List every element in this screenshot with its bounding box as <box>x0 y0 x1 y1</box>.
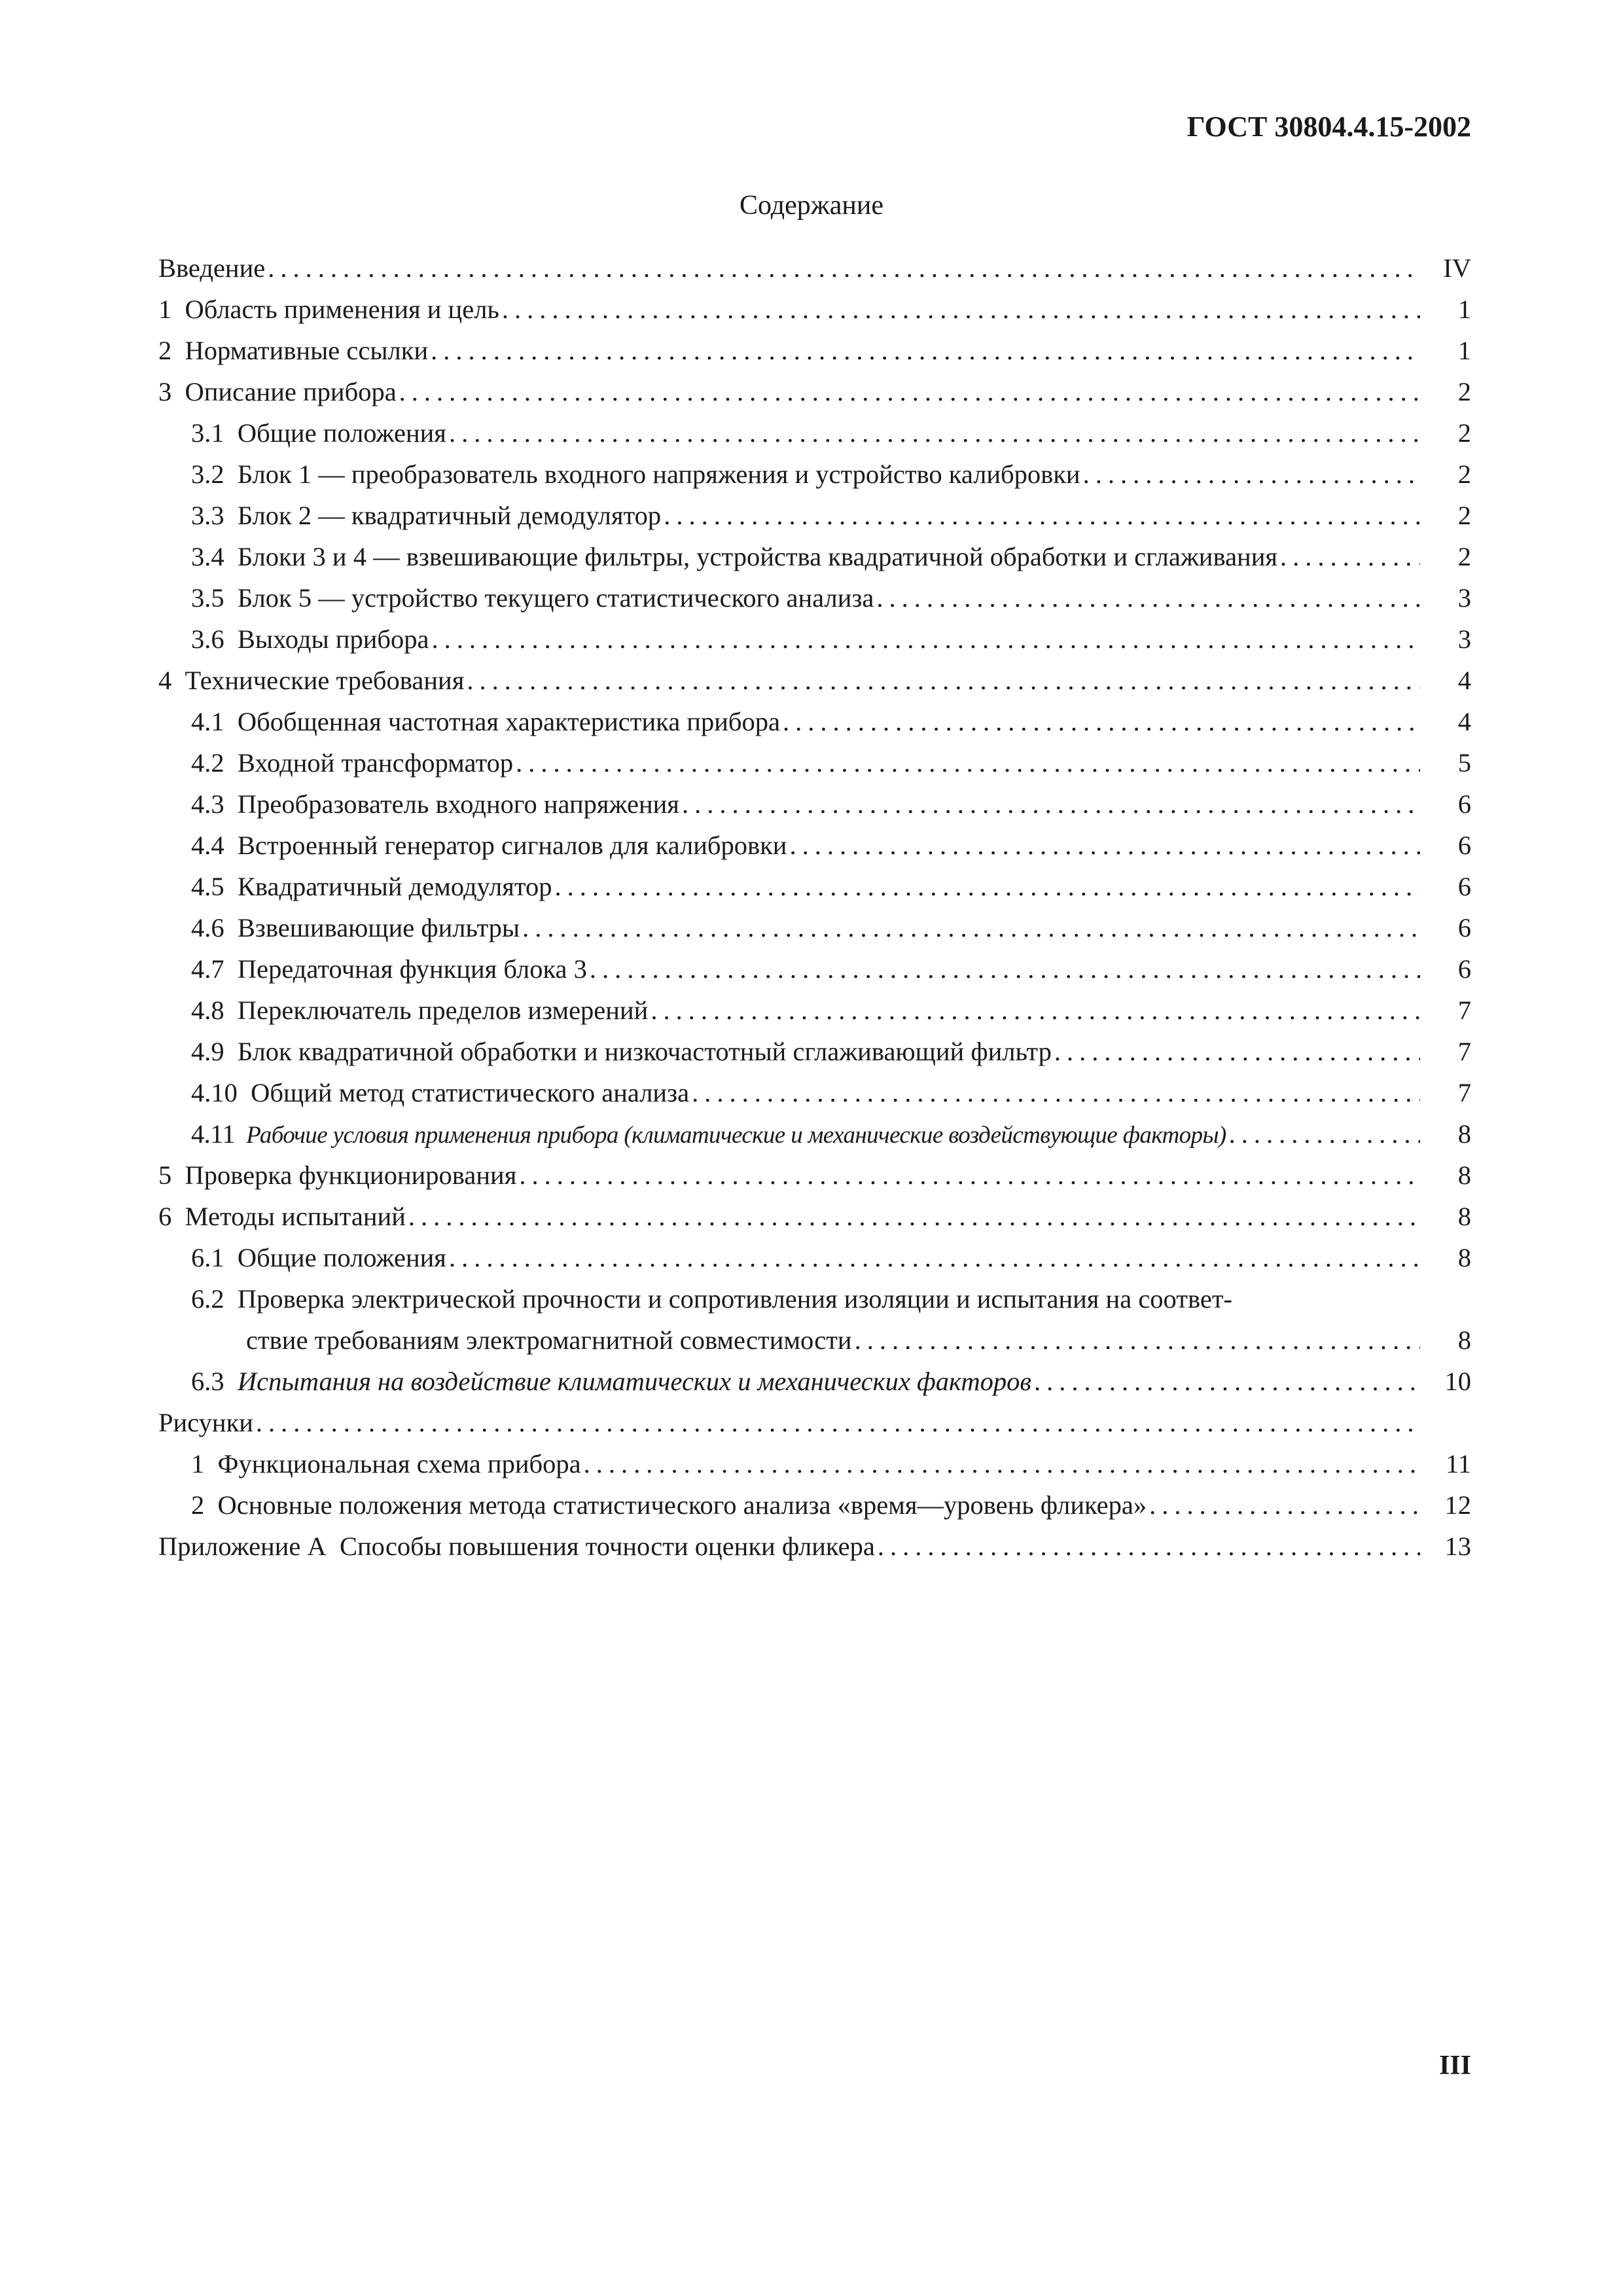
toc-entry-continuation[interactable] <box>158 1325 1471 1366</box>
toc-entry-number: 6.1 <box>191 1243 224 1272</box>
toc-entry-page: 3 <box>1457 583 1471 613</box>
toc-entry-label: Выходы прибора <box>237 624 429 654</box>
toc-entry-number: 1 <box>158 295 172 324</box>
toc-entry-page: 2 <box>1457 542 1471 571</box>
page-number: III <box>1438 2051 1471 2081</box>
toc-entry-number: 3.5 <box>191 583 224 613</box>
toc-entry-number: 6 <box>158 1202 172 1231</box>
toc-entry-label: Рисунки <box>158 1408 253 1437</box>
toc-entry-page: 10 <box>1444 1367 1471 1396</box>
toc-entry-page: 8 <box>1457 1243 1471 1272</box>
toc-leader-dots <box>876 583 1420 613</box>
toc-leader-dots <box>516 747 1420 778</box>
toc-entry-label: Взвешивающие фильтры <box>237 913 520 942</box>
toc-entry-label: Функциональная схема прибора <box>217 1449 581 1479</box>
toc-entry[interactable] <box>158 995 1471 1036</box>
toc-entry-page: 8 <box>1457 1160 1471 1190</box>
toc-entry[interactable] <box>158 624 1471 665</box>
toc-entry[interactable] <box>158 1531 1471 1572</box>
toc-entry[interactable] <box>158 830 1471 871</box>
toc-entry-label: Обобщенная частотная характеристика прибора <box>237 707 780 736</box>
toc-entry-page: 11 <box>1446 1449 1471 1479</box>
toc-leader-dots <box>1280 541 1420 572</box>
toc-entry[interactable] <box>158 376 1471 418</box>
toc-entry-number: 6.2 <box>191 1284 224 1314</box>
toc-entry-number: 4.1 <box>191 707 224 736</box>
table-of-contents <box>158 253 1471 1572</box>
toc-entry[interactable] <box>158 1077 1471 1119</box>
toc-entry[interactable] <box>158 335 1471 376</box>
toc-entry-label: Квадратичный демодулятор <box>237 872 552 901</box>
toc-leader-dots <box>399 376 1420 407</box>
toc-entry-page: 4 <box>1457 707 1471 736</box>
toc-entry[interactable] <box>158 706 1471 747</box>
toc-entry[interactable] <box>158 1201 1471 1242</box>
toc-leader-dots <box>467 665 1420 696</box>
toc-entry-page: 5 <box>1457 748 1471 778</box>
toc-entry-label: Блок 5 — устройство текущего статистического анализа <box>237 583 874 613</box>
toc-leader-dots <box>855 1325 1420 1355</box>
toc-entry-page: 8 <box>1457 1325 1471 1355</box>
toc-leader-dots <box>590 954 1420 984</box>
toc-entry[interactable] <box>158 912 1471 954</box>
toc-entry-label: Основные положения метода статистического анализа «время—уровень фликера» <box>217 1490 1147 1520</box>
toc-entry-label: Блок 2 — квадратичный демодулятор <box>237 501 662 530</box>
toc-entry-page: 6 <box>1457 913 1471 942</box>
toc-entry[interactable] <box>158 541 1471 583</box>
toc-entry-label: Область применения и цель <box>185 295 499 324</box>
toc-entry-label: Передаточная функция блока 3 <box>237 954 587 984</box>
toc-entry-number: 3.1 <box>191 418 224 448</box>
toc-leader-dots <box>789 830 1420 861</box>
toc-entry-number: 3 <box>158 377 172 406</box>
toc-leader-dots <box>1083 459 1420 490</box>
toc-entry-page: 3 <box>1457 624 1471 654</box>
toc-leader-dots <box>682 789 1420 819</box>
toc-entry[interactable] <box>158 1407 1471 1448</box>
toc-entry-label: Введение <box>158 253 266 283</box>
toc-entry-page: 4 <box>1457 666 1471 695</box>
toc-entry[interactable] <box>158 954 1471 995</box>
toc-entry-number: 2 <box>191 1490 205 1520</box>
toc-entry-number: 4.7 <box>191 954 224 984</box>
toc-entry-number: 4.2 <box>191 748 224 778</box>
toc-leader-dots <box>256 1407 1420 1438</box>
toc-entry[interactable] <box>158 253 1471 294</box>
toc-leader-dots <box>408 1201 1420 1232</box>
toc-entry-number: 4.9 <box>191 1037 224 1066</box>
toc-entry[interactable] <box>158 747 1471 789</box>
toc-entry[interactable] <box>158 1119 1471 1160</box>
toc-entry-number: 3.6 <box>191 624 224 654</box>
toc-entry[interactable] <box>158 871 1471 912</box>
toc-entry-page: 6 <box>1457 872 1471 901</box>
toc-entry-label: Методы испытаний <box>185 1202 406 1231</box>
toc-leader-dots <box>432 624 1420 655</box>
toc-entry[interactable] <box>158 789 1471 830</box>
toc-leader-dots <box>664 500 1420 531</box>
toc-entry-page: 8 <box>1457 1202 1471 1231</box>
toc-entry-number: 3.3 <box>191 501 224 530</box>
toc-leader-dots <box>502 294 1420 325</box>
toc-entry[interactable] <box>158 1036 1471 1077</box>
toc-entry-page: 6 <box>1457 954 1471 984</box>
toc-entry-label: Преобразователь входного напряжения <box>237 789 679 819</box>
toc-leader-dots <box>1034 1366 1420 1397</box>
toc-entry[interactable] <box>158 294 1471 335</box>
toc-entry-number: 2 <box>158 336 172 365</box>
toc-leader-dots <box>783 706 1420 737</box>
toc-leader-dots <box>449 418 1420 448</box>
toc-entry[interactable] <box>158 500 1471 541</box>
toc-entry-label: Общий метод статистического анализа <box>251 1078 690 1107</box>
toc-entry-number: 4.3 <box>191 789 224 819</box>
toc-leader-dots <box>519 1160 1420 1191</box>
toc-leader-dots <box>692 1077 1420 1108</box>
toc-leader-dots <box>878 1531 1420 1562</box>
toc-leader-dots <box>522 912 1420 943</box>
toc-entry-label: Нормативные ссылки <box>185 336 429 365</box>
toc-entry-number: 4.10 <box>191 1078 238 1107</box>
toc-entry-label: Рабочие условия применения прибора (климатические и механические воздействующие факторы) <box>246 1122 1226 1149</box>
toc-entry-page: 12 <box>1444 1490 1471 1520</box>
toc-entry[interactable] <box>158 1366 1471 1407</box>
toc-entry[interactable] <box>158 418 1471 459</box>
toc-entry-number: 3.2 <box>191 459 224 489</box>
toc-entry-number: 5 <box>158 1160 172 1190</box>
toc-entry-page: 6 <box>1457 789 1471 819</box>
toc-entry[interactable] <box>158 665 1471 706</box>
toc-entry-label: Описание прибора <box>185 377 397 406</box>
toc-entry-label: Переключатель пределов измерений <box>237 996 649 1025</box>
toc-entry-label: Входной трансформатор <box>237 748 514 778</box>
toc-entry[interactable] <box>158 1242 1471 1283</box>
toc-entry-number: 6.3 <box>191 1367 224 1396</box>
toc-leader-dots <box>268 253 1420 283</box>
toc-entry-label: Блок квадратичной обработки и низкочастотный сглаживающий фильтр <box>237 1037 1052 1066</box>
toc-entry-page: 13 <box>1444 1532 1471 1561</box>
toc-entry-page: 2 <box>1457 501 1471 530</box>
toc-entry-label: ствие требованиям электромагнитной совместимости <box>246 1325 852 1355</box>
toc-entry-page: IV <box>1443 253 1471 283</box>
toc-entry-label: Общие положения <box>237 418 446 448</box>
toc-entry-page: 2 <box>1457 377 1471 406</box>
toc-leader-dots <box>555 871 1420 902</box>
toc-entry-label: Блок 1 — преобразователь входного напряжения и устройство калибровки <box>237 459 1080 489</box>
toc-entry[interactable] <box>158 1283 1471 1325</box>
toc-entry[interactable] <box>158 459 1471 500</box>
toc-entry-label: Общие положения <box>237 1243 446 1272</box>
toc-entry-label: Проверка функционирования <box>185 1160 517 1190</box>
toc-entry-page: 7 <box>1457 1037 1471 1066</box>
toc-entry-page: 2 <box>1457 418 1471 448</box>
toc-entry-number: 4.11 <box>191 1119 235 1149</box>
toc-entry-number: 4.6 <box>191 913 224 942</box>
toc-entry[interactable] <box>158 583 1471 624</box>
toc-entry-page: 6 <box>1457 831 1471 860</box>
toc-entry-number: 3.4 <box>191 542 224 571</box>
toc-entry-page: 7 <box>1457 996 1471 1025</box>
standard-code: ГОСТ 30804.4.15-2002 <box>1186 111 1471 143</box>
toc-leader-dots <box>1149 1490 1420 1520</box>
toc-entry-page: 8 <box>1457 1119 1471 1149</box>
toc-entry-label: Проверка электрической прочности и сопротивления изоляции и испытания на соответ- <box>237 1284 1233 1314</box>
toc-leader-dots <box>1054 1036 1420 1067</box>
toc-entry-label: Испытания на воздействие климатических и механических факторов <box>237 1367 1031 1396</box>
toc-title: Содержание <box>739 190 884 221</box>
toc-leader-dots <box>431 335 1420 366</box>
toc-leader-dots <box>584 1448 1420 1479</box>
toc-entry-page: 7 <box>1457 1078 1471 1107</box>
toc-entry-number: 4.8 <box>191 996 224 1025</box>
toc-entry[interactable] <box>158 1448 1471 1490</box>
toc-entry-label: Технические требования <box>185 666 465 695</box>
toc-entry-page: 1 <box>1457 295 1471 324</box>
toc-leader-dots <box>449 1242 1420 1273</box>
toc-entry-number: 1 <box>191 1449 205 1479</box>
toc-entry-number: 4.4 <box>191 831 224 860</box>
toc-leader-dots <box>651 995 1420 1026</box>
toc-entry-label: Блоки 3 и 4 — взвешивающие фильтры, устройства квадратичной обработки и сглаживания <box>237 542 1278 571</box>
toc-entry[interactable] <box>158 1160 1471 1201</box>
toc-entry[interactable] <box>158 1490 1471 1531</box>
toc-entry-label: Приложение А Способы повышения точности оценки фликера <box>158 1532 875 1561</box>
toc-entry-number: 4 <box>158 666 172 695</box>
toc-leader-dots <box>1229 1119 1420 1149</box>
toc-entry-page: 2 <box>1457 459 1471 489</box>
toc-entry-number: 4.5 <box>191 872 224 901</box>
toc-entry-page: 1 <box>1457 336 1471 365</box>
toc-entry-label: Встроенный генератор сигналов для калибровки <box>237 831 787 860</box>
